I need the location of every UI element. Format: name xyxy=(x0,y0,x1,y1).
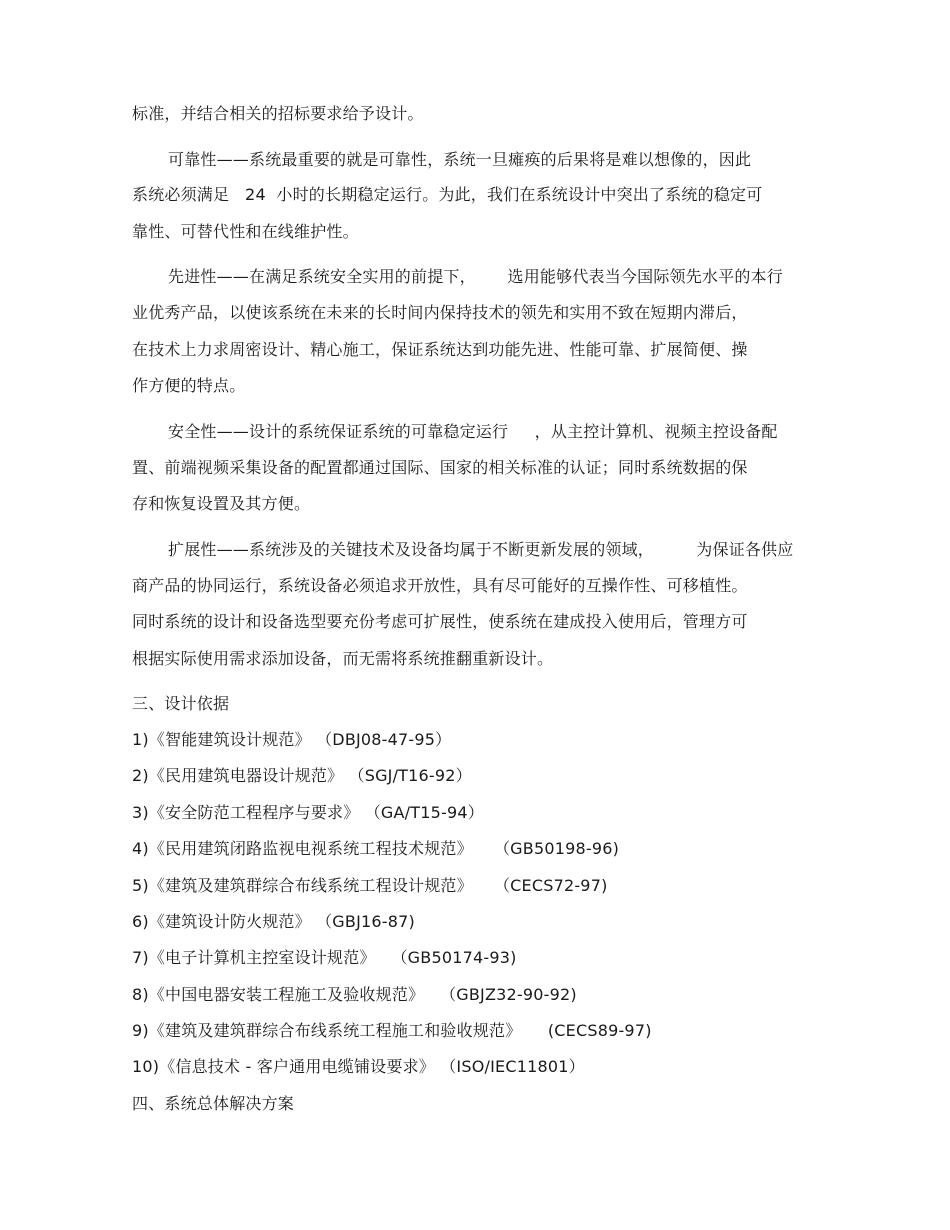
reliability-line-1: 可靠性——系统最重要的就是可靠性，系统一旦瘫痪的后果将是难以想像的，因此 xyxy=(168,150,752,169)
expansion-line-2: 商产品的协同运行，系统设备必须追求开放性，具有尽可能好的互操作性、可移植性。 xyxy=(132,576,748,595)
security-line-3: 存和恢复设置及其方便。 xyxy=(132,494,311,513)
reliability-line-2: 系统必须满足 24 小时的长期稳定运行。为此，我们在系统设计中突出了系统的稳定可 xyxy=(132,185,763,204)
advanced-line-3: 在技术上力求周密设计、精心施工，保证系统达到功能先进、性能可靠、扩展简便、操 xyxy=(132,340,748,359)
advanced-line-4: 作方便的特点。 xyxy=(132,376,246,395)
intro-line: 标准，并结合相关的招标要求给予设计。 xyxy=(132,104,424,123)
reference-item: 2)《民用建筑电器设计规范》 （SGJ/T16-92） xyxy=(132,766,472,785)
advanced-line-2: 业优秀产品，以使该系统在未来的长时间内保持技术的领先和实用不致在短期内滞后， xyxy=(132,303,748,322)
security-line-1: 安全性——设计的系统保证系统的可靠稳定运行 ，从主控计算机、视频主控设备配 xyxy=(168,422,778,441)
reliability-line-3: 靠性、可替代性和在线维护性。 xyxy=(132,222,359,241)
reference-item: 5)《建筑及建筑群综合布线系统工程设计规范》 （CECS72-97) xyxy=(132,876,608,895)
section-3-heading: 三、设计依据 xyxy=(132,694,230,713)
reference-item: 10)《信息技术 - 客户通用电缆铺设要求》 （ISO/IEC11801） xyxy=(132,1057,585,1076)
reference-item: 8)《中国电器安装工程施工及验收规范》 （GBJZ32-90-92) xyxy=(132,985,577,1004)
security-line-2: 置、前端视频采集设备的配置都通过国际、国家的相关标准的认证；同时系统数据的保 xyxy=(132,458,748,477)
reference-item: 1)《智能建筑设计规范》 （DBJ08-47-95） xyxy=(132,730,452,749)
expansion-line-1: 扩展性——系统涉及的关键技术及设备均属于不断更新发展的领域， 为保证各供应 xyxy=(168,540,794,559)
expansion-line-3: 同时系统的设计和设备选型要充份考虑可扩展性，使系统在建成投入使用后，管理方可 xyxy=(132,612,748,631)
advanced-line-1: 先进性——在满足系统安全实用的前提下， 选用能够代表当今国际领先水平的本行 xyxy=(168,267,783,286)
reference-item: 6)《建筑设计防火规范》 （GBJ16-87) xyxy=(132,912,415,931)
reference-item: 7)《电子计算机主控室设计规范》 （GB50174-93) xyxy=(132,948,517,967)
section-4-heading: 四、系统总体解决方案 xyxy=(132,1094,295,1113)
reference-item: 9)《建筑及建筑群综合布线系统工程施工和验收规范》 (CECS89-97) xyxy=(132,1021,652,1040)
expansion-line-4: 根据实际使用需求添加设备，而无需将系统推翻重新设计。 xyxy=(132,649,554,668)
reference-item: 3)《安全防范工程程序与要求》 （GA/T15-94） xyxy=(132,803,484,822)
reference-item: 4)《民用建筑闭路监视电视系统工程技术规范》 （GB50198-96) xyxy=(132,839,620,858)
